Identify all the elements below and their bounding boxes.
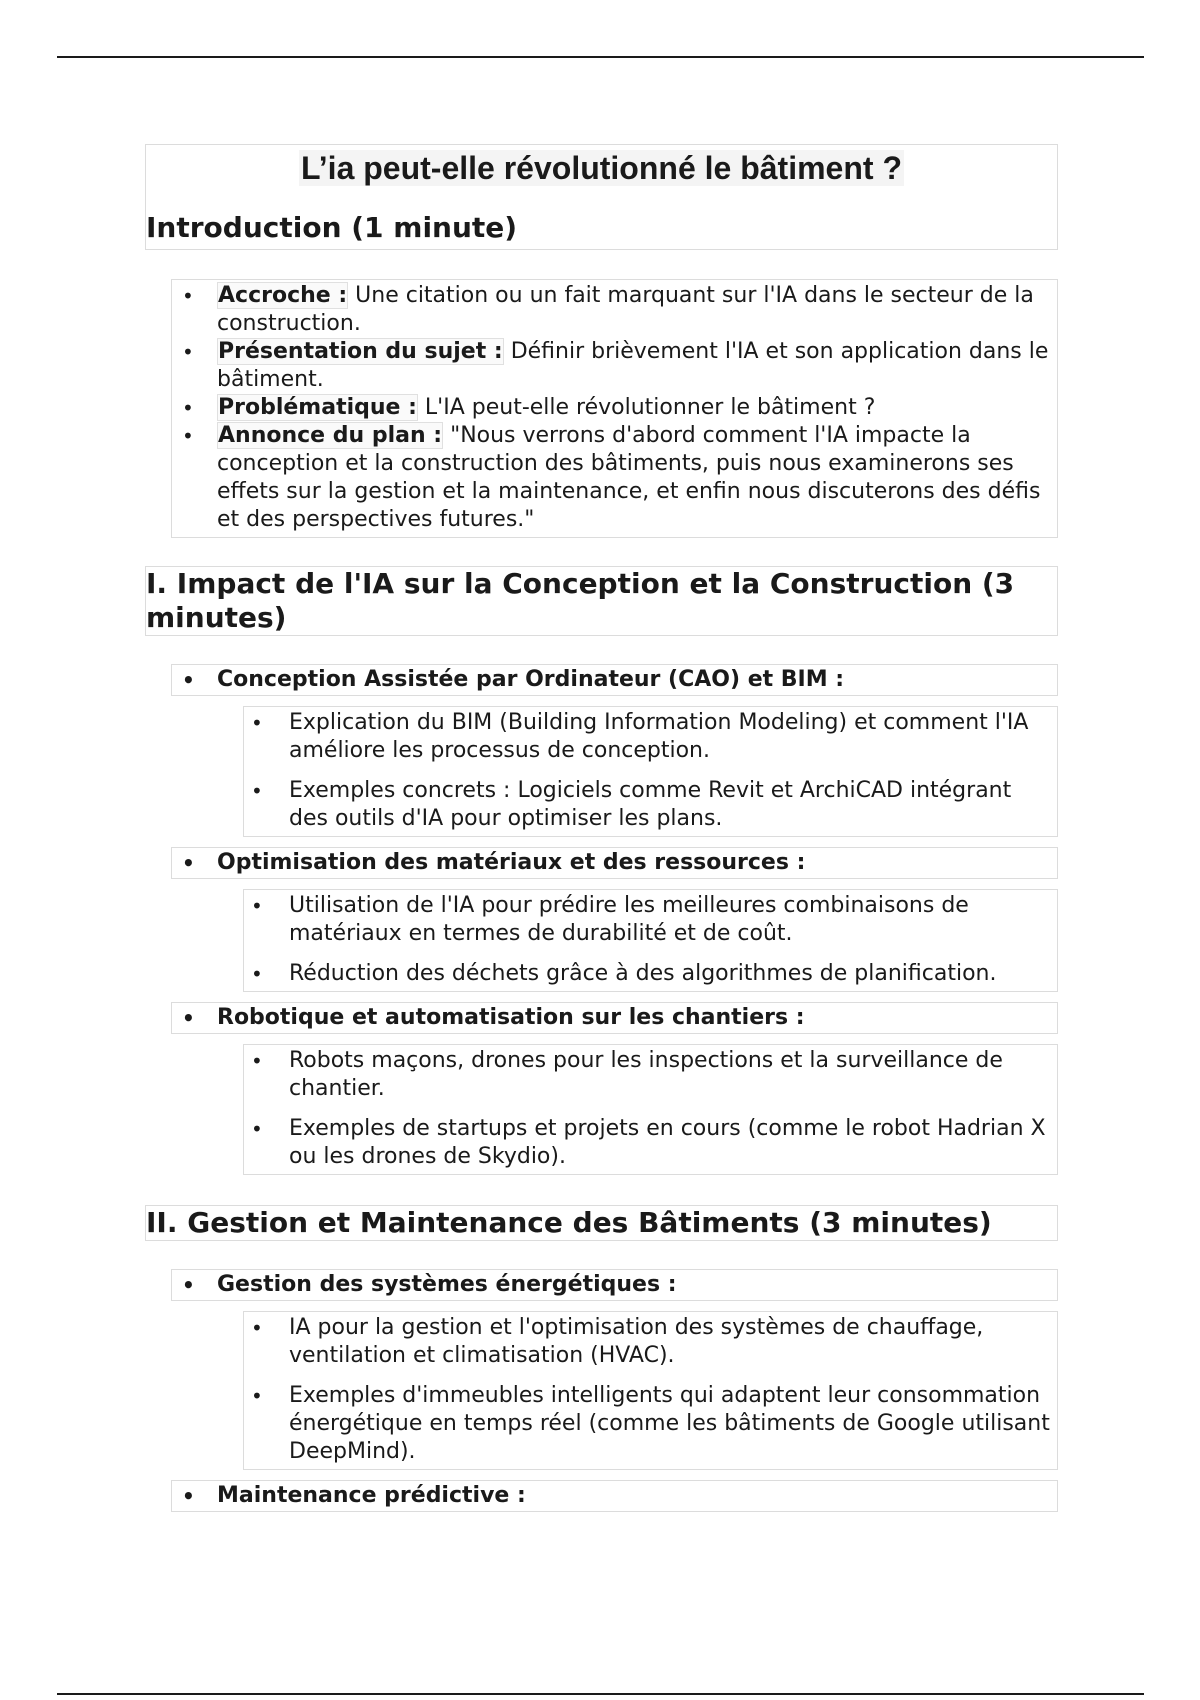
title-block <box>145 144 1058 250</box>
subsection-heading <box>171 664 1058 696</box>
list-item: • Explication du BIM (Building Information Modeling) et comment l'IA améliore les processus de conception. <box>244 709 1057 765</box>
subsection-points <box>243 706 1058 837</box>
list-item: • Exemples de startups et projets en cours (comme le robot Hadrian X ou les drones de Skydio). <box>244 1115 1057 1171</box>
section1-heading: I. Impact de l'IA sur la Conception et la Construction (3 minutes) <box>146 567 1015 634</box>
document-body <box>145 144 1058 1512</box>
list-item: • Exemples d'immeubles intelligents qui adaptent leur consommation énergétique en temps réel (comme les bâtiments de Google utilisant DeepMind). <box>244 1382 1057 1466</box>
subsection-title: • Conception Assistée par Ordinateur (CAO) et BIM : <box>172 666 844 694</box>
list-item: • IA pour la gestion et l'optimisation des systèmes de chauffage, ventilation et climatisation (HVAC). <box>244 1314 1057 1370</box>
list-item: • Accroche : Une citation ou un fait marquant sur l'IA dans le secteur de la construction. <box>172 282 1053 338</box>
subsection-heading <box>171 847 1058 879</box>
section1-heading-box <box>145 566 1058 636</box>
list-item: • Réduction des déchets grâce à des algorithmes de planification. <box>244 960 1057 988</box>
list-item: • Robots maçons, drones pour les inspections et la surveillance de chantier. <box>244 1047 1057 1103</box>
subsection-title: • Robotique et automatisation sur les chantiers : <box>172 1004 805 1032</box>
section2-heading: II. Gestion et Maintenance des Bâtiments (3 minutes) <box>146 1206 992 1239</box>
introduction-list <box>171 279 1058 538</box>
section2-heading-box <box>145 1205 1058 1241</box>
footer-rule <box>57 1693 1144 1695</box>
subsection-title: • Gestion des systèmes énergétiques : <box>172 1271 677 1299</box>
list-item: • Exemples concrets : Logiciels comme Revit et ArchiCAD intégrant des outils d'IA pour optimiser les plans. <box>244 777 1057 833</box>
document-title: L’ia peut-elle révolutionné le bâtiment ? <box>301 150 902 186</box>
subsection-heading <box>171 1002 1058 1034</box>
list-item: • Présentation du sujet : Définir brièvement l'IA et son application dans le bâtiment. <box>172 338 1053 394</box>
subsection-title: • Maintenance prédictive : <box>172 1482 526 1510</box>
subsection-heading <box>171 1480 1058 1512</box>
subsection-title: • Optimisation des matériaux et des ressources : <box>172 849 805 877</box>
list-item: • Utilisation de l'IA pour prédire les meilleures combinaisons de matériaux en termes de durabilité et de coût. <box>244 892 1057 948</box>
subsection-points <box>243 1311 1058 1470</box>
header-rule <box>57 56 1144 58</box>
list-item: • Annonce du plan : "Nous verrons d'abord comment l'IA impacte la conception et la construction des bâtiments, puis nous examinerons ses effets sur la gestion et la maintenance, et enfin nous discuterons des défis et des perspectives futures." <box>172 422 1053 534</box>
subsection-heading <box>171 1269 1058 1301</box>
list-item: • Problématique : L'IA peut-elle révolutionner le bâtiment ? <box>172 394 1053 422</box>
subsection-points <box>243 889 1058 992</box>
introduction-heading: Introduction (1 minute) <box>146 211 518 244</box>
subsection-points <box>243 1044 1058 1175</box>
